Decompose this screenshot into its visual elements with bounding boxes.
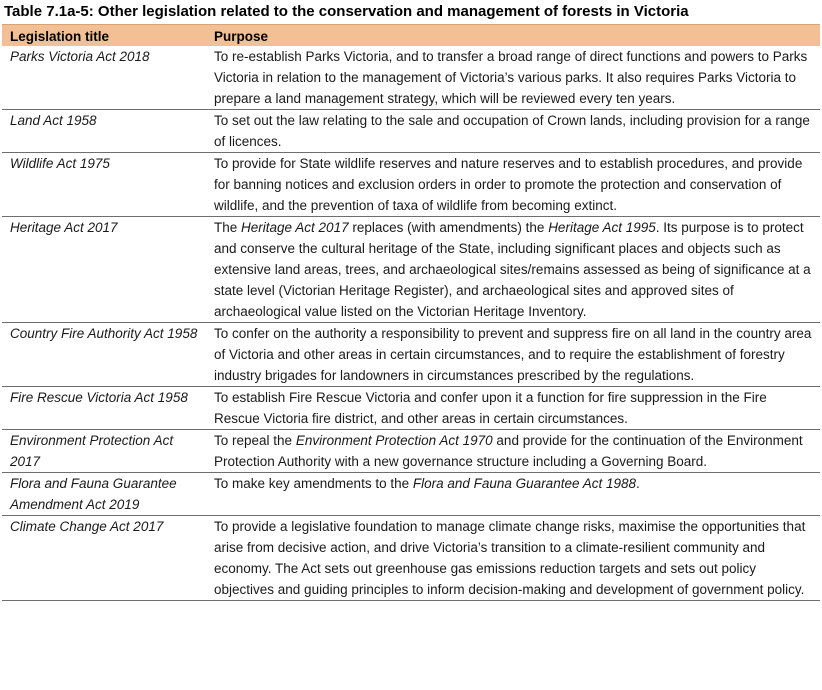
table-row <box>2 217 820 323</box>
table-row <box>2 516 820 601</box>
header-legislation-title: Legislation title <box>2 25 206 47</box>
purpose-act-reference: Heritage Act 1995 <box>548 220 656 235</box>
purpose-act-reference: Flora and Fauna Guarantee Act 1988 <box>412 476 637 491</box>
legislation-title: Land Act 1958 <box>2 110 206 153</box>
legislation-title: Flora and Fauna Guarantee Amendment Act 2019 <box>2 473 206 516</box>
legislation-table-figure <box>2 0 820 601</box>
legislation-purpose <box>206 217 820 323</box>
legislation-title: Parks Victoria Act 2018 <box>2 46 206 110</box>
header-purpose: Purpose <box>206 25 820 47</box>
legislation-purpose: To provide a legislative foundation to manage climate change risks, maximise the opportunities that arise from decisive action, and drive Victoria’s transition to a climate-resilient community and economy. The Act sets out greenhouse gas emissions reduction targets and sets out policy objectives and guiding principles to inform decision-making and development of government policy. <box>206 516 820 601</box>
table-row <box>2 387 820 430</box>
table-row <box>2 46 820 110</box>
table-row <box>2 153 820 217</box>
legislation-title: Environment Protection Act 2017 <box>2 430 206 473</box>
purpose-act-reference: Environment Protection Act 1970 <box>295 433 493 448</box>
legislation-title: Wildlife Act 1975 <box>2 153 206 217</box>
purpose-text: . <box>636 476 640 491</box>
legislation-purpose: To confer on the authority a responsibility to prevent and suppress fire on all land in the country area of Victoria and other areas in certain circumstances, and to require the establishment of forestry industry brigades for landowners in circumstances prescribed by the regulations. <box>206 323 820 387</box>
table-row <box>2 323 820 387</box>
legislation-purpose <box>206 430 820 473</box>
purpose-text: To make key amendments to the <box>214 476 413 491</box>
legislation-purpose: To provide for State wildlife reserves and nature reserves and to establish procedures, and provide for banning notices and exclusion orders in order to promote the protection and conservation of wildlife, and the prevention of taxa of wildlife from becoming extinct. <box>206 153 820 217</box>
purpose-text: replaces (with amendments) the <box>348 220 549 235</box>
table-row <box>2 110 820 153</box>
legislation-title: Country Fire Authority Act 1958 <box>2 323 206 387</box>
legislation-title: Climate Change Act 2017 <box>2 516 206 601</box>
table-row <box>2 430 820 473</box>
table-header-row <box>2 25 820 47</box>
table-row <box>2 473 820 516</box>
purpose-text: The <box>214 220 242 235</box>
table-caption: Table 7.1a-5: Other legislation related to the conservation and management of forests in Victoria <box>4 3 689 20</box>
legislation-purpose: To re-establish Parks Victoria, and to transfer a broad range of direct functions and powers to Parks Victoria in relation to the management of Victoria’s various parks. It also requires Parks Victoria to prepare a land management strategy, which will be reviewed every ten years. <box>206 46 820 110</box>
purpose-text: To repeal the <box>214 433 296 448</box>
legislation-table <box>2 24 820 601</box>
purpose-act-reference: Heritage Act 2017 <box>241 220 349 235</box>
purpose-text: . Its purpose is to protect and conserve the cultural heritage of the State, including significant places and objects such as extensive land areas, trees, and archaeological sites/remains assessed as being of significance at a state level (Victorian Heritage Register), and archaeological sites and approved sites of archaeological value listed on the Victorian Heritage Inventory. <box>214 220 811 319</box>
legislation-purpose <box>206 473 820 516</box>
legislation-title: Heritage Act 2017 <box>2 217 206 323</box>
legislation-purpose: To establish Fire Rescue Victoria and confer upon it a function for fire suppression in the Fire Rescue Victoria fire district, and other areas in certain circumstances. <box>206 387 820 430</box>
legislation-purpose: To set out the law relating to the sale and occupation of Crown lands, including provision for a range of licences. <box>206 110 820 153</box>
legislation-title: Fire Rescue Victoria Act 1958 <box>2 387 206 430</box>
purpose-text: and provide for the continuation of the Environment Protection Authority with a new governance structure including a Governing Board. <box>214 433 803 469</box>
